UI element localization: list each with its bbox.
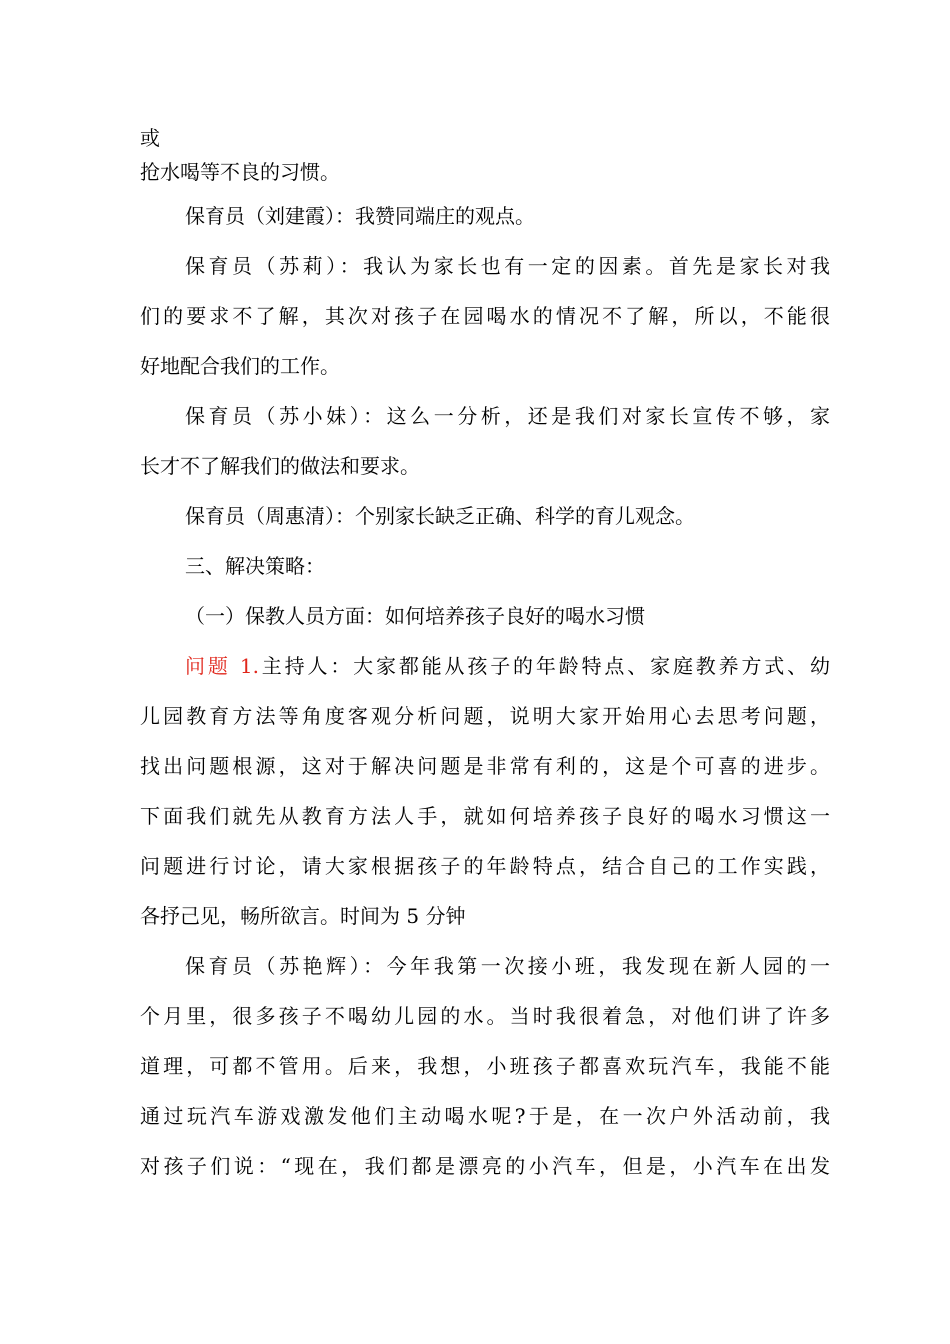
question-label: 问题 1. [185,654,259,678]
paragraph-liujianxia: 保育员（刘建霞）：我赞同端庄的观点。 [185,204,535,228]
paragraph-suli: 保育员（苏莉）：我认为家长也有一定的因素。首先是家长对我 [185,254,830,278]
text-line: 找出问题根源，这对于解决问题是非常有利的，这是个可喜的进步。 [140,754,830,778]
host-text: 主持人：大家都能从孩子的年龄特点、家庭教养方式、幼 [258,654,830,678]
text-line: 道理，可都不管用。后来，我想，小班孩子都喜欢玩汽车，我能不能 [140,1054,830,1078]
text-line: 个月里，很多孩子不喝幼儿园的水。当时我很着急，对他们讲了许多 [140,1004,830,1028]
text-line: 或 [140,126,160,150]
text-line: 通过玩汽车游戏激发他们主动喝水呢?于是，在一次户外活动前，我 [140,1104,830,1128]
section-heading: 三、解决策略： [185,554,325,578]
text-line: 儿园教育方法等角度客观分析问题，说明大家开始用心去思考问题， [140,704,830,728]
text-line: 对孩子们说：“现在，我们都是漂亮的小汽车，但是，小汽车在出发 [140,1154,830,1178]
text-line: 们的要求不了解，其次对孩子在园喝水的情况不了解，所以，不能很 [140,304,830,328]
text-line: 问题进行讨论，请大家根据孩子的年龄特点，结合自己的工作实践， [140,854,830,878]
paragraph-suxiaomei: 保育员（苏小妹）：这么一分析，还是我们对家长宣传不够，家 [185,404,830,428]
text-line: 抢水喝等不良的习惯。 [140,160,340,184]
paragraph-zhouhuiqing: 保育员（周惠清）：个别家长缺乏正确、科学的育儿观念。 [185,504,695,528]
paragraph-host [185,651,830,681]
paragraph-suyanhui: 保育员（苏艳辉）：今年我第一次接小班，我发现在新人园的一 [185,954,830,978]
text-line: 各抒己见，畅所欲言。时间为 5 分钟 [140,904,466,928]
text-line: 长才不了解我们的做法和要求。 [140,454,420,478]
subsection-heading: （一）保教人员方面：如何培养孩子良好的喝水习惯 [185,604,645,628]
text-line: 下面我们就先从教育方法人手，就如何培养孩子良好的喝水习惯这一 [140,804,830,828]
text-line: 好地配合我们的工作。 [140,354,340,378]
